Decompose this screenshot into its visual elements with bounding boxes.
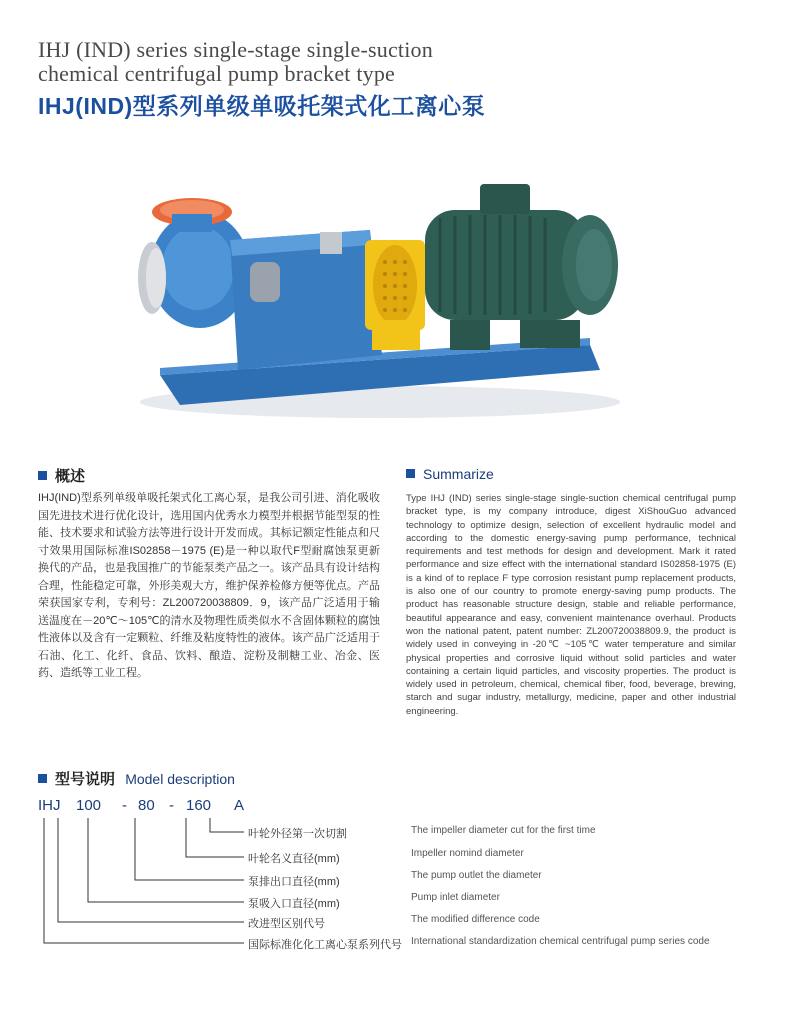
label-cn-series: 国际标准化化工离心泵系列代号 (248, 939, 402, 951)
code-part-cut: A (234, 797, 245, 814)
label-cn-impeller: 叶轮名义直径(mm) (248, 853, 340, 865)
code-part-series: IHJ (38, 797, 61, 814)
label-en-series: International standardization chemical centrifugal pump series code (411, 936, 710, 947)
section-square-icon (38, 471, 47, 480)
title-english-line2: chemical centrifugal pump bracket type (38, 61, 396, 86)
code-part-dash: - (169, 797, 174, 814)
code-part-inlet: 100 (76, 797, 102, 814)
code-part-dash: - (122, 797, 127, 814)
code-part-impeller: 160 (186, 797, 212, 814)
label-en-modified: The modified difference code (411, 914, 540, 925)
overview-heading: 概述 (38, 465, 85, 486)
label-en-impeller: Impeller nomind diameter (411, 848, 524, 859)
motor-body (425, 210, 585, 320)
label-en-outlet: The pump outlet the diameter (411, 870, 542, 881)
label-en-cut: The impeller diameter cut for the first time (411, 825, 596, 836)
motor-terminal-box (480, 184, 530, 214)
shaft-seal (250, 262, 280, 302)
model-heading: 型号说明 Model description (38, 768, 235, 789)
label-cn-inlet: 泵吸入口直径(mm) (248, 898, 340, 910)
title-english-line1: IHJ (IND) series single-stage single-suction (38, 37, 433, 62)
code-part-outlet: 80 (138, 797, 155, 814)
overview-text: IHJ(IND)型系列单级单吸托架式化工离心泵，是我公司引进、消化吸收国先进技术进行优化设计，选用国内优秀水力模型并根据节能型泵的性能、技术要求和试验方法等进行设计开发而成。其标记额定性能点和尺寸效果用国际标准IS02858－1975 (E)是一种以取代F型耐腐蚀泵更新换代的产品，也是我国推广的节能泵类产品之一。该产品具有设计结构合理，性能稳定可靠，外形美观大方，维护保养检修方便等优点。产品荣获国家专利，专利号：ZL200720038809．9，该产品广泛适用于输送温度在－20℃～105℃的清水及物理性质类似水不含固体颗粒的腐蚀性液体以及含有一定颗粒、纤维及粘度特性的液体。该产品广泛适用于石油、化工、化纤、食品、饮料、酿造、淀粉及制糖工业、冶金、医药、造纸等工业工程。 (38, 492, 380, 679)
title-english (38, 38, 558, 86)
pump-image (120, 170, 640, 440)
label-en-inlet: Pump inlet diameter (411, 892, 500, 903)
summarize-heading: Summarize (406, 466, 494, 482)
title-chinese: IHJ(IND)型系列单级单吸托架式化工离心泵 (38, 93, 486, 119)
summarize-text: Type IHJ (IND) series single-stage single-suction chemical centrifugal pump bracket type, is my company introduce, digest XiShouGuo advanced technology to optimize design, selection of excellent hydraulic model and according to the domestic energy-saving pump performance, technical requirements and test methods for design and development. Mark it rated performance and size effect with the international standard IS02858-1975 (E) is a kind of to replace F type corrosion resistant pump replacement products, is also one of our country to promote energy-saving pump products. The product has reasonable structure design, stable and reliable performance, beautiful appearance and easy, convenient maintenance overhaul. Products won the national patent, patent number: ZL200720038809.9, the product is widely used in conveying in -20℃ ~105℃ water temperature and similar physical properties and corrosive liquid without solid particles and water containing a certain liquid particles, and viscosity properties. The product is widely used in petroleum, chemical, chemical fiber, food, beverage, brewing, starch and sugar industry, metallurgy, medicine, paper and other industrial engineering. (406, 493, 736, 717)
label-cn-cut: 叶轮外径第一次切割 (248, 828, 347, 840)
label-cn-modified: 改进型区别代号 (248, 918, 325, 930)
section-square-icon (406, 469, 415, 478)
label-cn-outlet: 泵排出口直径(mm) (248, 876, 340, 888)
section-square-icon (38, 774, 47, 783)
